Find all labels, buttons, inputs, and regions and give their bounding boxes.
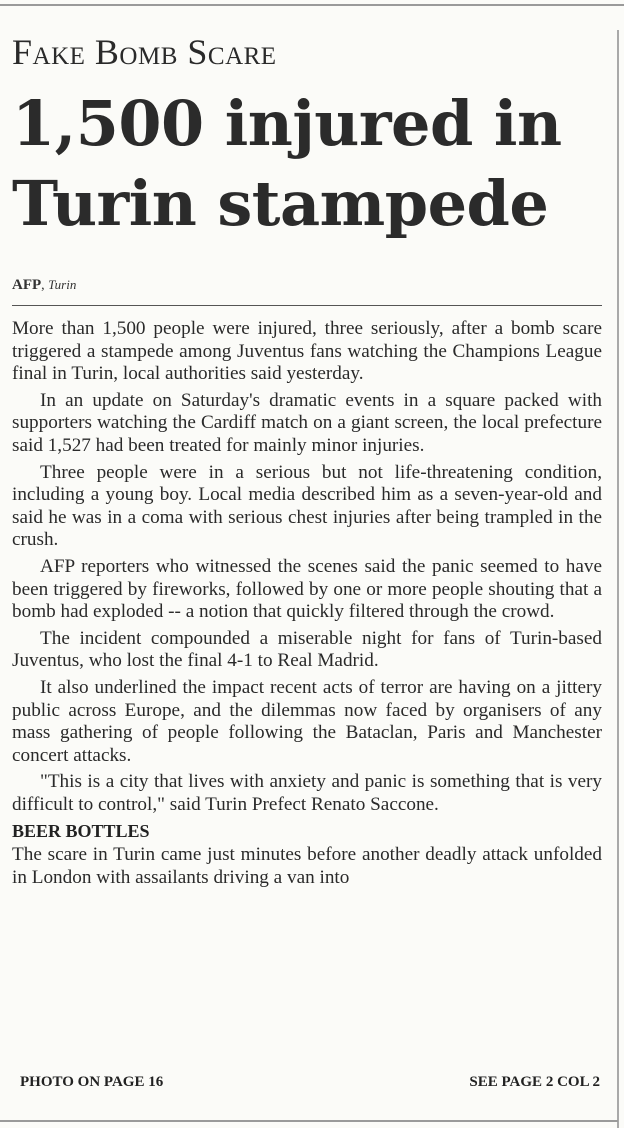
paragraph: More than 1,500 people were injured, three seriously, after a bomb scare triggered a stampede among Juventus fans watching the Champions League final in Turin, local authorities said yesterday. [12,318,602,385]
article-body [12,318,602,890]
headline-line-2: Turin stampede [12,167,549,240]
byline-rule [12,305,602,306]
bottom-border-rule [0,1120,618,1122]
headline [12,84,612,244]
dateline-place: Turin [48,277,77,292]
kicker: Fake Bomb Scare [12,32,277,72]
paragraph: The scare in Turin came just minutes before another deadly attack unfolded in London with assailants driving a van into [12,844,602,889]
dateline [12,277,76,294]
paragraph: AFP reporters who witnessed the scenes said the panic seemed to have been triggered by fireworks, followed by one or more people shouting that a bomb had exploded -- a notion that quickly filtered through the crowd. [12,555,602,623]
paragraph: The incident compounded a miserable night for fans of Turin-based Juventus, who lost the final 4-1 to Real Madrid. [12,627,602,672]
column-divider-rule [617,30,619,1128]
paragraph: "This is a city that lives with anxiety and panic is something that is very difficult to control," said Turin Prefect Renato Saccone. [12,771,602,815]
paragraph: Three people were in a serious but not life-threatening condition, including a young boy. Local media described him as a seven-year-old and said he was in a coma with serious chest injuries after being trampled in the crush. [12,461,602,551]
photo-jump-line: PHOTO ON PAGE 16 [20,1074,164,1090]
subhead: BEER BOTTLES [12,821,150,842]
top-border-rule [0,4,624,6]
headline-line-1: 1,500 injured in [12,87,562,160]
paragraph: It also underlined the impact recent acts of terror are having on a jittery public across Europe, and the dilemmas now faced by organisers of any mass gathering of people following the Bataclan, Paris and Manchester concert attacks. [12,676,602,766]
continued-jump-line: SEE PAGE 2 COL 2 [469,1074,600,1090]
dateline-agency: AFP [12,277,42,293]
paragraph: In an update on Saturday's dramatic events in a square packed with supporters watching the Cardiff match on a giant screen, the local prefecture said 1,527 had been treated for mainly minor injuries. [12,389,602,456]
dateline-separator: , [41,278,49,293]
